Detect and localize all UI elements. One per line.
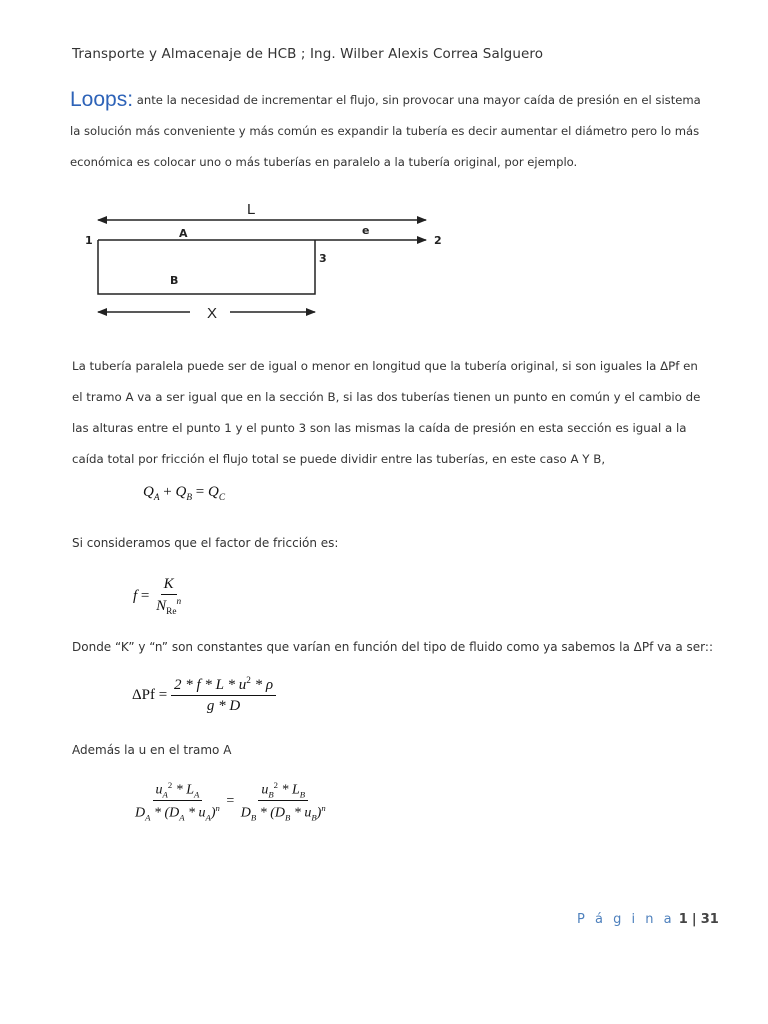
- label-A: A: [179, 227, 188, 240]
- constants-text: Donde “K” y “n” son constantes que varían en función del tipo de fluido como ya sabemos la ΔPf va a ser::: [72, 640, 713, 654]
- parallel-pipe-B: [98, 240, 315, 294]
- page-label: P á g i n a: [577, 912, 675, 927]
- point-2-label: 2: [434, 234, 442, 247]
- parallel-pipe-paragraph: La tubería paralela puede ser de igual o menor en longitud que la tubería original, si son iguales la ΔPf en el tramo A va a ser igual que en la sección B, si las dos tuberías tienen un punto en común y el cambio de las alturas entre el punto 1 y el punto 3 son las mismas la caída de presión en esta sección es igual a la caída total por fricción el flujo total se puede dividir entre las tuberías, en este caso A Y B,: [72, 359, 701, 466]
- loops-title: Loops:: [70, 88, 134, 111]
- intro-text: ante la necesidad de incrementar el flujo, sin provocar una mayor caída de presión en el sistema la solución más conveniente y más común es expandir la tubería es decir aumentar el diámetro pero lo más económica es colocar uno o más tuberías en paralelo a la tubería original, por ejemplo.: [70, 93, 701, 169]
- friction-factor-text: Si consideramos que el factor de fricción es:: [72, 536, 339, 550]
- page-separator: |: [691, 912, 697, 927]
- label-L: L: [247, 201, 256, 218]
- velocity-text: Además la u en el tramo A: [72, 743, 232, 757]
- label-B: B: [170, 274, 179, 287]
- page-total: 31: [700, 912, 719, 927]
- point-3-label: 3: [319, 252, 327, 265]
- equation-pressure-drop: ΔPf = $\frac{2 * f * L * u^2 * \rho}{g * D}$: [132, 676, 276, 715]
- equation-flow-sum: $Q_A + Q_B = Q_C$: [143, 484, 226, 503]
- label-X: X: [207, 305, 218, 322]
- equation-velocity-balance: $\frac{u_A^2 * L_A}{D_A * (D_A * u_A)^n}$ = $\frac{u_B^2 * L_B}{D_B * (D_B * u_B)^n}$: [135, 780, 326, 823]
- document-header: Transporte y Almacenaje de HCB ; Ing. Wilber Alexis Correa Salguero: [72, 46, 544, 62]
- label-e: e: [362, 224, 370, 237]
- page-number: 1: [678, 912, 688, 927]
- page-footer: [577, 912, 719, 927]
- pipe-loop-diagram: [0, 190, 768, 330]
- equation-friction-factor: f = $\frac{K}{N_{Re}^n}$: [133, 576, 182, 617]
- intro-paragraph: [70, 84, 710, 178]
- point-1-label: 1: [85, 234, 93, 247]
